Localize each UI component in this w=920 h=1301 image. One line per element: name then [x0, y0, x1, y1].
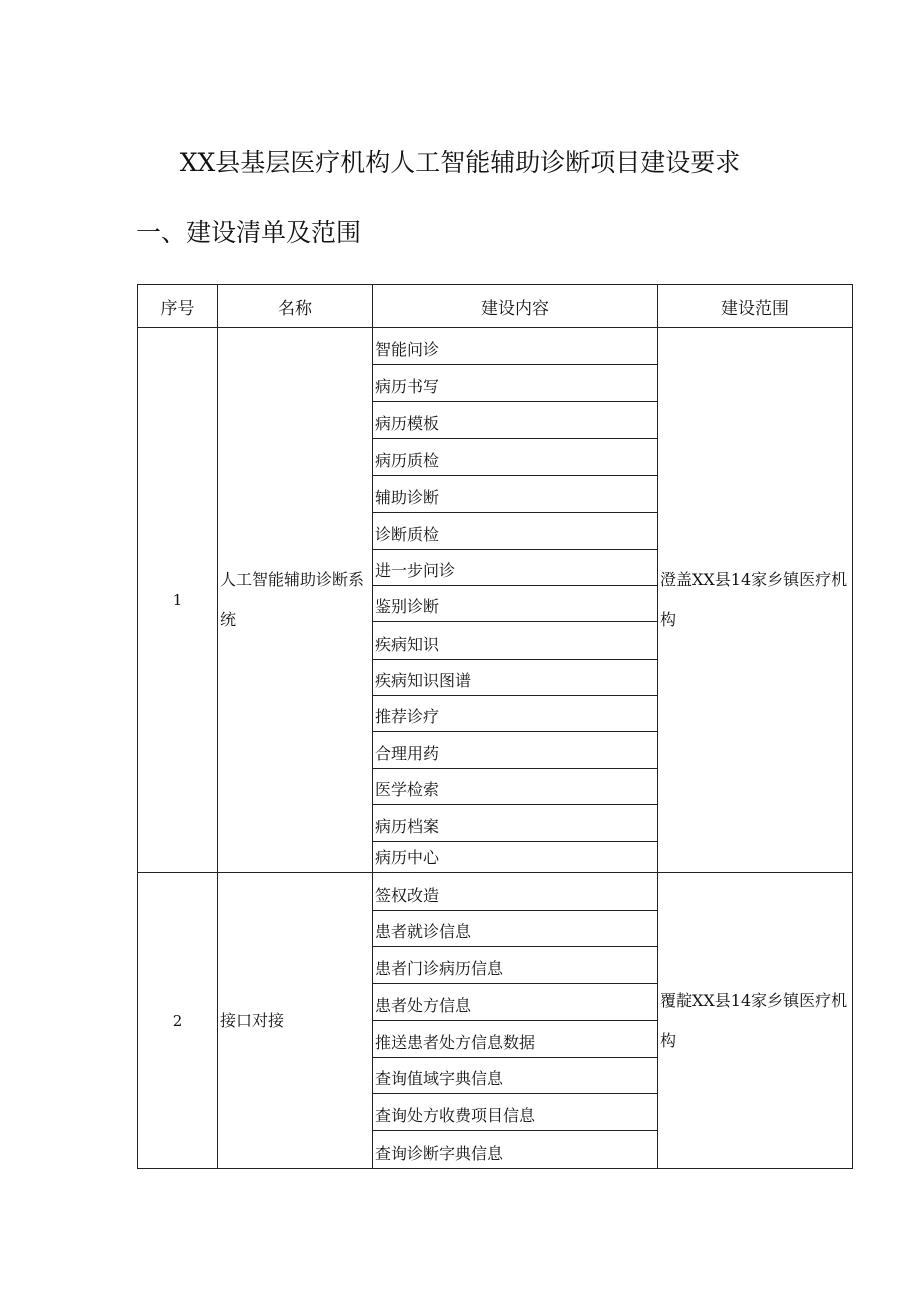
content-item: 病历质检 [373, 439, 658, 476]
content-item: 医学检索 [373, 769, 658, 805]
construction-table [137, 284, 853, 1169]
header-index: 序号 [138, 285, 218, 328]
header-content: 建设内容 [373, 285, 658, 328]
row-index: 1 [138, 328, 218, 873]
table-header-row [138, 285, 853, 328]
row-name: 接口对接 [218, 873, 373, 1169]
section-heading: 一、建设清单及范围 [136, 218, 362, 247]
content-item: 疾病知识 [373, 622, 658, 660]
table-body [138, 328, 853, 1169]
content-item: 疾病知识图谱 [373, 660, 658, 696]
header-name: 名称 [218, 285, 373, 328]
row-scope: 澄盖XX县14家乡镇医疗机构 [658, 328, 853, 873]
content-item: 诊断质检 [373, 513, 658, 550]
content-item: 查询处方收费项目信息 [373, 1094, 658, 1131]
content-item: 签权改造 [373, 873, 658, 911]
content-item: 合理用药 [373, 732, 658, 769]
document-title: XX县基层医疗机构人工智能辅助诊断项目建设要求 [179, 148, 741, 177]
table-row [138, 328, 853, 365]
content-item: 查询值域字典信息 [373, 1058, 658, 1094]
row-name: 人工智能辅助诊断系统 [218, 328, 373, 873]
row-index: 2 [138, 873, 218, 1169]
content-item: 辅助诊断 [373, 476, 658, 513]
table-row [138, 873, 853, 911]
content-item: 患者就诊信息 [373, 911, 658, 947]
content-item: 病历模板 [373, 402, 658, 439]
content-item: 病历书写 [373, 365, 658, 402]
row-scope: 覆靛XX县14家乡镇医疗机构 [658, 873, 853, 1169]
content-item: 推送患者处方信息数据 [373, 1021, 658, 1058]
content-item: 智能问诊 [373, 328, 658, 365]
content-item: 查询诊断字典信息 [373, 1131, 658, 1169]
content-item: 病历中心 [373, 842, 658, 873]
content-item: 鉴别诊断 [373, 586, 658, 622]
content-item: 进一步问诊 [373, 550, 658, 586]
content-item: 病历档案 [373, 805, 658, 842]
content-item: 患者处方信息 [373, 984, 658, 1021]
content-item: 患者门诊病历信息 [373, 947, 658, 984]
header-scope: 建设范围 [658, 285, 853, 328]
content-item: 推荐诊疗 [373, 696, 658, 732]
